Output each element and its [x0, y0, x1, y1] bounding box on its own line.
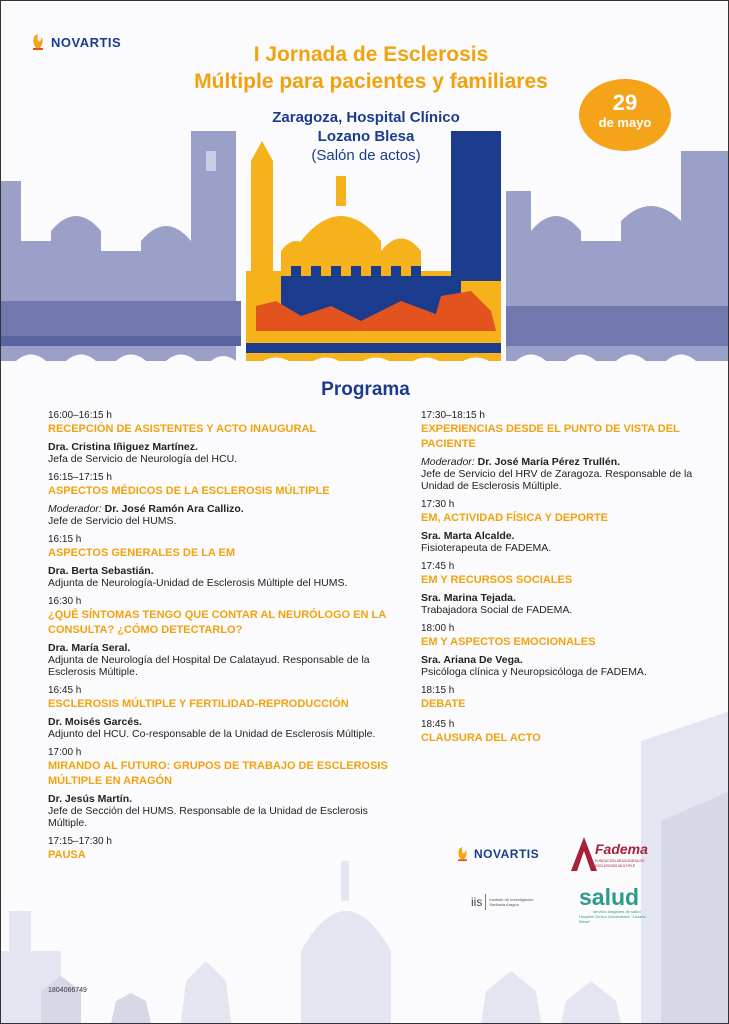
program-item-time: 16:00–16:15 h: [48, 410, 112, 421]
program-item-heading: ESCLEROSIS MÚLTIPLE Y FERTILIDAD-REPRODUCCIÓN: [48, 698, 349, 710]
program-item-speaker: [48, 793, 393, 805]
iis-subtext: Instituto de Investigación Sanitaria Aragón: [489, 897, 534, 907]
novartis-brand: [31, 33, 121, 51]
date-badge: [579, 79, 671, 151]
salud-subtext: servicio aragonés de salud: [593, 909, 641, 914]
program-item: [421, 409, 721, 492]
program-item-heading: EXPERIENCIAS DESDE EL PUNTO DE VISTA DEL PACIENTE: [421, 423, 680, 450]
program-item: [421, 684, 721, 712]
program-item-speaker: [421, 654, 721, 666]
program-item-heading: PAUSA: [48, 849, 86, 861]
novartis-flame-icon: [456, 846, 469, 862]
program-item-speaker: [48, 716, 393, 728]
speaker-name: Dra. Berta Sebastián.: [48, 565, 154, 577]
program-right-column: [421, 409, 721, 752]
speaker-description: Jefa de Servicio de Neurología del HCU.: [48, 453, 238, 465]
event-title-line1: I Jornada de Esclerosis: [253, 43, 489, 66]
speaker-name: Sra. Marina Tejada.: [421, 592, 516, 604]
program-item-time: 16:15–17:15 h: [48, 472, 112, 483]
venue-line3: (Salón de actos): [311, 147, 421, 164]
fadema-subtext: FUNDACIÓN ARAGONESA DE ESCLEROSIS MÚLTIPLE: [595, 859, 645, 868]
speaker-name: Dra. Cristina Iñiguez Martínez.: [48, 441, 198, 453]
program-item-speaker: [421, 530, 721, 542]
program-item-time: 17:00 h: [48, 747, 82, 758]
program-item: [48, 595, 393, 678]
program-item-time: 18:00 h: [421, 623, 455, 634]
program-left-column: [48, 409, 393, 869]
program-item: [48, 533, 393, 589]
iis-aragon-logo: [471, 894, 539, 910]
program-item-time: 16:30 h: [48, 596, 82, 607]
program-item-heading: EM Y ASPECTOS EMOCIONALES: [421, 636, 596, 648]
salud-subtext-hospital: Hospital Clínico Universitario "Lozano Blesa": [579, 914, 646, 924]
program-item-heading: ASPECTOS GENERALES DE LA EM: [48, 547, 236, 559]
program-item: [421, 560, 721, 616]
program-item: [421, 718, 721, 746]
program-item-time: 17:30–18:15 h: [421, 410, 485, 421]
footer-code: 1804066749: [48, 987, 87, 994]
program-item-speaker: [48, 503, 393, 515]
speaker-description: Adjunta de Neurología-Unidad de Esclerosis Múltiple del HUMS.: [48, 577, 348, 589]
program-item-heading: ¿QUÉ SÍNTOMAS TENGO QUE CONTAR AL NEURÓLOGO EN LA CONSULTA? ¿CÓMO DETECTARLO?: [48, 609, 386, 636]
venue-line2: Lozano Blesa: [317, 128, 415, 145]
program-item-heading: EM Y RECURSOS SOCIALES: [421, 574, 573, 586]
program-item-heading: ASPECTOS MÉDICOS DE LA ESCLEROSIS MÚLTIPLE: [48, 485, 330, 497]
speaker-name: Dr. Jesús Martín.: [48, 793, 133, 805]
speaker-name: Sra. Ariana De Vega.: [421, 654, 523, 666]
novartis-brand-text: NOVARTIS: [51, 34, 122, 50]
speaker-description: Fisioterapeuta de FADEMA.: [421, 542, 552, 554]
program-title: Programa: [321, 379, 410, 400]
novartis-flame-icon: [31, 33, 45, 51]
program-item-time: 18:45 h: [421, 719, 455, 730]
program-item-time: 18:15 h: [421, 685, 455, 696]
program-item-heading: EM, ACTIVIDAD FÍSICA Y DEPORTE: [421, 512, 609, 524]
novartis-sponsor-logo: [456, 846, 539, 862]
program-item-heading: DEBATE: [421, 698, 466, 710]
speaker-name: Dr. Moisés Garcés.: [48, 716, 142, 728]
speaker-description: Adjunto del HCU. Co-responsable de la Unidad de Esclerosis Múltiple.: [48, 728, 376, 740]
speaker-description: Jefe de Servicio del HRV de Zaragoza. Responsable de la Unidad de Esclerosis Múltiple.: [421, 468, 693, 492]
speaker-role-prefix: Moderador:: [421, 456, 475, 468]
program-item-heading: RECEPCIÓN DE ASISTENTES Y ACTO INAUGURAL: [48, 423, 317, 435]
program-item-time: 17:30 h: [421, 499, 455, 510]
salud-logo: [579, 885, 651, 924]
program-item: [48, 746, 393, 829]
iis-text: iis: [471, 895, 483, 909]
program-item-time: 17:15–17:30 h: [48, 836, 112, 847]
program-item-heading: CLAUSURA DEL ACTO: [421, 732, 541, 744]
program-item: [421, 622, 721, 678]
program-item: [48, 835, 393, 863]
program-item-speaker: [421, 592, 721, 604]
event-title: [161, 41, 581, 95]
speaker-name: Sra. Marta Alcalde.: [421, 530, 515, 542]
program-item-speaker: [48, 441, 393, 453]
date-day: 29: [612, 90, 638, 115]
event-venue: [201, 108, 531, 165]
speaker-description: Adjunta de Neurología del Hospital De Calatayud. Responsable de la Esclerosis Múltiple.: [48, 654, 370, 678]
speaker-description: Psicóloga clínica y Neuropsicóloga de FADEMA.: [421, 666, 647, 678]
program-item: [48, 471, 393, 527]
program-item-time: 16:45 h: [48, 685, 82, 696]
speaker-name: Dr. José María Pérez Trullén.: [477, 456, 621, 468]
fadema-text: Fadema: [595, 841, 648, 857]
speaker-name: Dr. José Ramón Ara Callizo.: [104, 503, 244, 515]
iis-divider: [485, 894, 486, 910]
novartis-sponsor-text: NOVARTIS: [474, 847, 540, 861]
salud-text: salud: [579, 884, 640, 910]
date-month: de mayo: [598, 115, 652, 130]
program-item: [421, 498, 721, 554]
event-title-line2: Múltiple para pacientes y familiares: [194, 70, 548, 93]
program-item-time: 17:45 h: [421, 561, 455, 572]
venue-line1: Zaragoza, Hospital Clínico: [272, 109, 460, 126]
speaker-role-prefix: Moderador:: [48, 503, 102, 515]
speaker-description: Jefe de Servicio del HUMS.: [48, 515, 177, 527]
program-item: [48, 684, 393, 740]
speaker-description: Trabajadora Social de FADEMA.: [421, 604, 573, 616]
speaker-name: Dra. María Seral.: [48, 642, 131, 654]
program-item: [48, 409, 393, 465]
program-item-time: 16:15 h: [48, 534, 82, 545]
program-item-speaker: [48, 565, 393, 577]
program-item-heading: MIRANDO AL FUTURO: GRUPOS DE TRABAJO DE ESCLEROSIS MÚLTIPLE EN ARAGÓN: [48, 760, 388, 787]
program-item-speaker: [48, 642, 393, 654]
program-item-speaker: [421, 456, 721, 468]
speaker-description: Jefe de Sección del HUMS. Responsable de la Unidad de Esclerosis Múltiple.: [48, 805, 368, 829]
